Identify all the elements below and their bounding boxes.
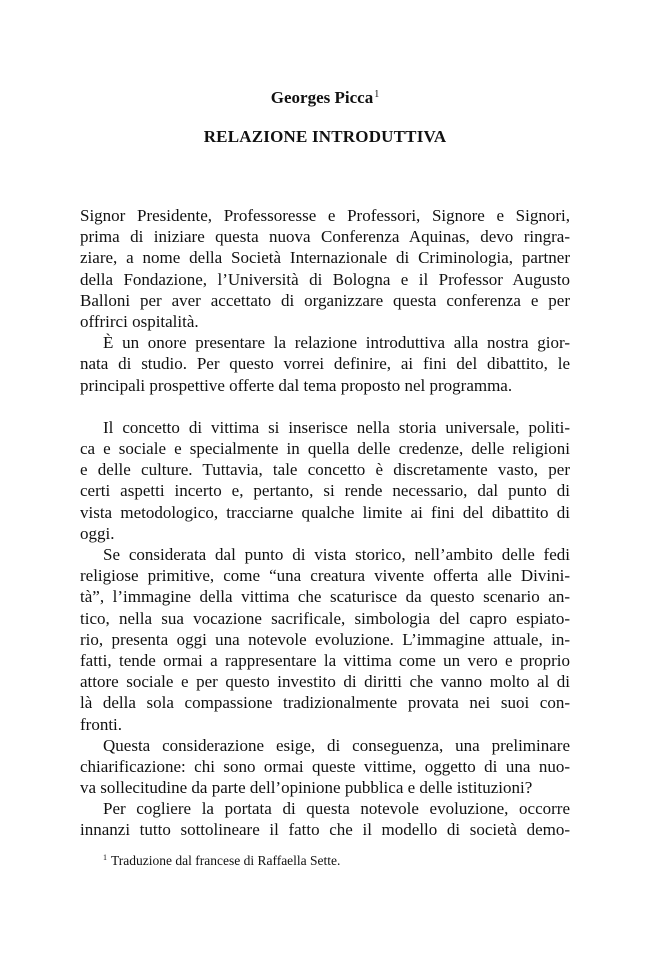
text-line: prima di iniziare questa nuova Conferenza Aquinas, devo ringra- xyxy=(80,227,570,247)
text-line: va sollecitudine da parte dell’opinione pubblica e delle istituzioni? xyxy=(80,778,533,798)
text-line: Per cogliere la portata di questa notevole evoluzione, occorre xyxy=(103,799,570,819)
text-line: là della sola compassione tradizionalmente provata nei suoi con- xyxy=(80,693,570,713)
body-text xyxy=(80,205,570,841)
author-name xyxy=(0,88,650,108)
paragraph xyxy=(80,205,570,332)
text-line: fronti. xyxy=(80,714,123,734)
footnote-mark: 1 xyxy=(103,853,107,862)
text-line: Signor Presidente, Professoresse e Professori, Signore e Signori, xyxy=(80,206,570,225)
text-line: vista metodologico, tracciarne qualche limite ai fini del dibattito di xyxy=(80,502,570,522)
footnote-reference[interactable]: 1 xyxy=(374,89,380,100)
text-line: certi aspetti incerto e, pertanto, si rende necessario, dal punto di xyxy=(80,481,570,501)
text-line: innanzi tutto sottolineare il fatto che il modello di società demo- xyxy=(80,820,570,840)
footnote-text: Traduzione dal francese di Raffaella Sette. xyxy=(111,853,341,868)
text-line: tà”, l’immagine della vittima che scaturisce da questo scenario an- xyxy=(80,587,570,607)
paragraph xyxy=(80,798,570,840)
paragraph xyxy=(80,735,570,799)
text-line: Se considerata dal punto di vista storico, nell’ambito delle fedi xyxy=(103,545,570,564)
paragraph xyxy=(80,332,570,396)
text-line: ziare, a nome della Società Internazionale di Criminologia, partner xyxy=(80,248,570,268)
text-line: ca e sociale e specialmente in quella delle credenze, delle religioni xyxy=(80,439,570,459)
footnote xyxy=(103,853,340,869)
section-gap xyxy=(80,396,570,417)
text-line: attore sociale e per questo investito di diritti che vanno molto al di xyxy=(80,672,570,692)
text-line: della Fondazione, l’Università di Bologna e il Professor Augusto xyxy=(80,269,570,289)
author-name-text: Georges Picca xyxy=(270,88,374,107)
text-line: Balloni per aver accettato di organizzare questa conferenza e per xyxy=(80,290,570,310)
text-line: Questa considerazione esige, di conseguenza, una preliminare xyxy=(103,735,570,755)
text-line: religiose primitive, come “una creatura vivente offerta alle Divini- xyxy=(80,566,570,586)
text-line: fatti, tende ormai a rappresentare la vittima come un vero e proprio xyxy=(80,650,570,670)
text-line: oggi. xyxy=(80,523,115,543)
paragraph xyxy=(80,417,570,544)
text-line: e delle culture. Tuttavia, tale concetto è discretamente vasto, per xyxy=(80,460,570,480)
paragraph xyxy=(80,544,570,735)
text-line: rio, presenta oggi una notevole evoluzione. L’immagine attuale, in- xyxy=(80,629,570,649)
text-line: principali prospettive offerte dal tema proposto nel programma. xyxy=(80,375,513,395)
text-line: nata di studio. Per questo vorrei definire, ai fini del dibattito, le xyxy=(80,354,570,374)
text-line: È un onore presentare la relazione introduttiva alla nostra gior- xyxy=(103,333,570,353)
text-line: Il concetto di vittima si inserisce nella storia universale, politi- xyxy=(103,417,570,437)
document-title: RELAZIONE INTRODUTTIVA xyxy=(203,127,447,146)
text-line: offrirci ospitalità. xyxy=(80,311,199,331)
text-line: chiarificazione: chi sono ormai queste vittime, oggetto di una nuo- xyxy=(80,756,570,776)
text-line: tico, nella sua vocazione sacrificale, simbologia del capro espiato- xyxy=(80,608,570,628)
